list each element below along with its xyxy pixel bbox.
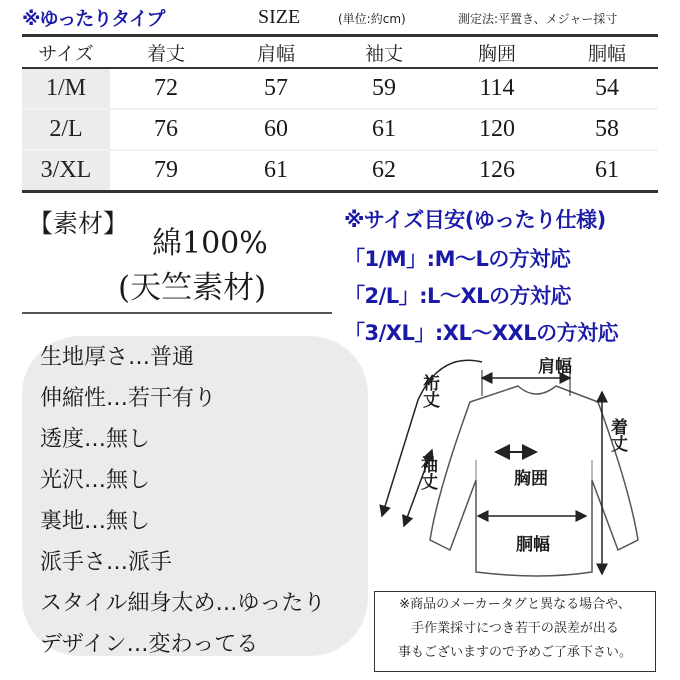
table-row <box>22 109 658 150</box>
property-thickness: 生地厚さ…普通 <box>40 345 195 370</box>
table-cell: 120 <box>438 109 556 150</box>
col-header-size: サイズ <box>22 36 110 69</box>
property-flashiness: 派手さ…派手 <box>40 550 173 575</box>
size-label: SIZE <box>258 6 301 28</box>
col-header-chest: 胸囲 <box>438 36 556 69</box>
property-lining: 裏地…無し <box>40 509 151 534</box>
size-cell: 1/M <box>22 68 110 109</box>
size-table <box>22 34 658 193</box>
material-fabric: (天竺素材) <box>118 270 267 306</box>
table-cell: 79 <box>110 150 222 192</box>
col-header-shoulder: 肩幅 <box>222 36 330 69</box>
table-cell: 58 <box>556 109 658 150</box>
col-header-body-width: 胴幅 <box>556 36 658 69</box>
type-label: ※ゆったりタイプ <box>22 8 165 30</box>
table-cell: 61 <box>330 109 438 150</box>
table-header-row <box>22 36 658 69</box>
size-cell: 3/XL <box>22 150 110 192</box>
note-line: 手作業採寸につき若干の誤差が出る <box>411 621 619 636</box>
table-cell: 114 <box>438 68 556 109</box>
table-cell: 76 <box>110 109 222 150</box>
table-row <box>22 150 658 192</box>
note-line: ※商品のメーカータグと異なる場合や、 <box>399 597 631 612</box>
table-cell: 62 <box>330 150 438 192</box>
col-header-sleeve: 袖丈 <box>330 36 438 69</box>
size-guide-title: ※サイズ目安(ゆったり仕様) <box>344 208 606 232</box>
disclaimer-note <box>374 591 656 672</box>
table-cell: 59 <box>330 68 438 109</box>
size-cell: 2/L <box>22 109 110 150</box>
chest-label: 胸囲 <box>514 469 548 489</box>
note-line: 事もございますので予めご了承下さい。 <box>397 645 632 660</box>
table-row <box>22 68 658 109</box>
unit-note: (単位:約cm) <box>338 12 406 26</box>
length-label: 着丈 <box>607 418 627 452</box>
col-header-length: 着丈 <box>110 36 222 69</box>
material-composition: 綿100% <box>152 226 268 261</box>
shoulder-label: 肩幅 <box>538 357 572 377</box>
table-cell: 61 <box>556 150 658 192</box>
size-guide-line-2: 「2/L」:L〜XLの方対応 <box>344 284 572 308</box>
table-cell: 61 <box>222 150 330 192</box>
property-stretch: 伸縮性…若干有り <box>40 386 217 411</box>
property-design: デザイン…変わってる <box>40 632 259 657</box>
method-note: 測定法:平置き、メジャー採寸 <box>458 12 618 26</box>
table-cell: 60 <box>222 109 330 150</box>
property-transparency: 透度…無し <box>40 427 151 452</box>
table-cell: 54 <box>556 68 658 109</box>
sleeve-label: 袖丈 <box>417 456 437 490</box>
property-gloss: 光沢…無し <box>40 468 151 493</box>
size-guide-line-1: 「1/M」:M〜Lの方対応 <box>344 247 571 271</box>
size-guide-line-3: 「3/XL」:XL〜XXLの方対応 <box>344 321 619 345</box>
yuki-label: 裄丈 <box>419 374 439 408</box>
table-cell: 126 <box>438 150 556 192</box>
table-cell: 57 <box>222 68 330 109</box>
table-cell: 72 <box>110 68 222 109</box>
body-width-label: 胴幅 <box>516 535 550 555</box>
property-fit: スタイル細身太め…ゆったり <box>40 591 326 616</box>
divider <box>22 312 332 314</box>
material-label: 【素材】 <box>28 209 129 238</box>
